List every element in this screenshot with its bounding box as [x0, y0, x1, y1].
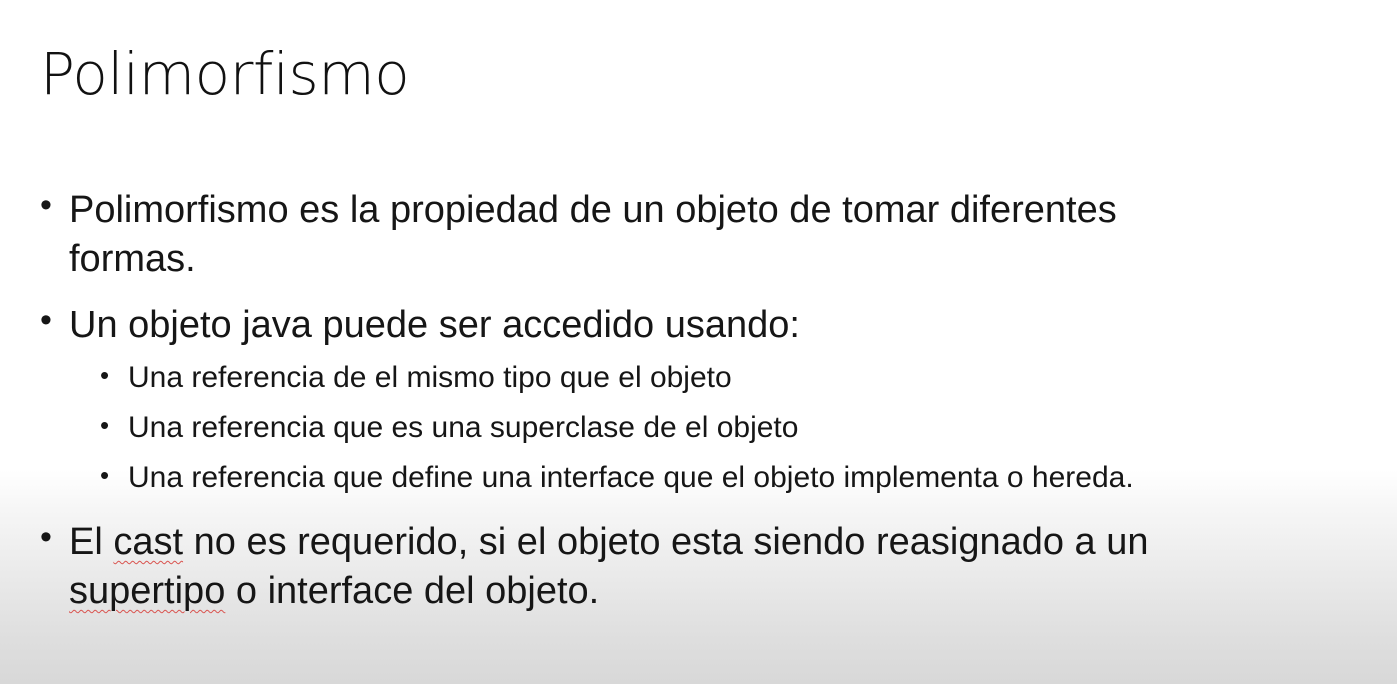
- sub-bullet-dot-icon: •: [100, 410, 110, 440]
- bullet-text-line: Polimorfismo es la propiedad de un objeto de tomar diferentes: [69, 189, 1117, 231]
- spellcheck-word: cast: [113, 521, 184, 563]
- bullet-text: [69, 186, 1340, 284]
- bullet-item-2: [40, 301, 1340, 350]
- bullet-dot-icon: •: [40, 301, 52, 339]
- bullet-text: [69, 518, 1340, 616]
- slide-title: Polimorfismo: [40, 40, 410, 108]
- sub-bullet-item-2: [100, 410, 1380, 446]
- bullet-text-line: formas.: [69, 238, 196, 280]
- sub-bullet-text: Una referencia de el mismo tipo que el objeto: [128, 361, 732, 394]
- bullet-item-1: [40, 186, 1340, 284]
- sub-bullet-text: Una referencia que define una interface que el objeto implementa o hereda.: [128, 461, 1134, 494]
- bullet-text-segment: El: [69, 521, 114, 563]
- sub-bullet-item-1: [100, 360, 1380, 396]
- spellcheck-word: supertipo: [69, 570, 226, 612]
- bullet-text-segment: o interface del objeto.: [225, 570, 600, 612]
- bullet-item-3: [40, 518, 1340, 616]
- sub-bullet-text: Una referencia que es una superclase de el objeto: [128, 411, 799, 444]
- bullet-dot-icon: •: [40, 518, 52, 556]
- sub-bullet-dot-icon: •: [100, 460, 110, 490]
- bullet-text: Un objeto java puede ser accedido usando:: [69, 304, 800, 346]
- sub-bullet-item-3: [100, 460, 1380, 496]
- bullet-text-segment: no es requerido, si el objeto esta siendo reasignado a un: [183, 521, 1149, 563]
- sub-bullet-dot-icon: •: [100, 360, 110, 390]
- bullet-dot-icon: •: [40, 186, 52, 224]
